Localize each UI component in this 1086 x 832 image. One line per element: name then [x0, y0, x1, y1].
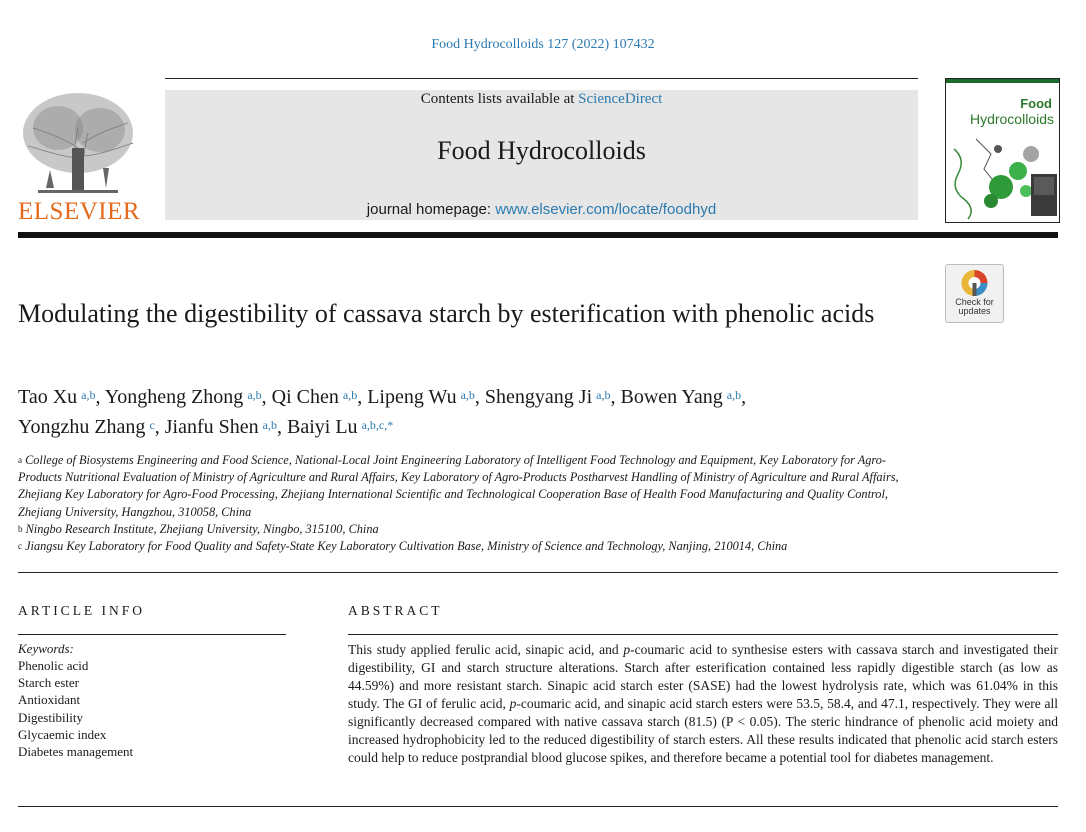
author-affiliation-mark[interactable]: a,b	[726, 388, 742, 402]
author-entry	[18, 386, 95, 408]
homepage-link[interactable]: www.elsevier.com/locate/foodhyd	[495, 201, 717, 218]
author-entry	[367, 386, 475, 408]
author-name[interactable]: Shengyang Ji	[484, 386, 593, 408]
affiliation-item	[18, 521, 918, 538]
journal-reference-link[interactable]: Food Hydrocolloids 127 (2022) 107432	[431, 37, 655, 52]
author-name[interactable]: Yongzhu Zhang	[18, 416, 146, 438]
author-name[interactable]: Baiyi Lu	[287, 416, 358, 438]
affiliation-mark: a	[18, 455, 22, 465]
author-affiliation-mark[interactable]: a,b	[247, 388, 262, 402]
author-entry	[165, 416, 277, 438]
article-title: Modulating the digestibility of cassava starch by esterification with phenolic acids	[18, 299, 875, 328]
affiliation-item	[18, 538, 918, 555]
journal-homepage	[165, 201, 918, 218]
abstract-text-1: This study applied ferulic acid, sinapic acid, and	[348, 642, 624, 657]
crossmark-icon	[946, 265, 1003, 299]
affiliation-text: Ningbo Research Institute, Zhejiang University, Ningbo, 315100, China	[25, 521, 379, 536]
abstract-text-3: -coumaric acid, and sinapic acid starch esters were 53.5, 58.4, and 47.1, respectively. They were all significantly decreased compared with native cassava starch (81.5) (P < 0.05). The steric hindrance of phenolic acid moiety and increased hydrophobicity led to the reduced digestibility of starch esters. All these results indicated that phenolic acid starch esters could help to reduce postprandial blood glucose spikes, and therefore became a potential tool for diabetes management.	[348, 696, 1058, 765]
keyword-item: Digestibility	[18, 709, 83, 725]
header-thick-rule	[18, 232, 1058, 238]
abstract-body	[348, 641, 1058, 767]
author-entry	[272, 386, 358, 408]
section-rule	[18, 572, 1058, 573]
abstract-italic-1: p	[623, 642, 631, 657]
journal-title: Food Hydrocolloids	[437, 136, 646, 165]
bottom-rule	[18, 806, 1058, 807]
homepage-prefix: journal homepage:	[366, 201, 496, 218]
check-for-updates-label: Check for updates	[955, 297, 994, 316]
author-affiliation-mark[interactable]: a,b	[342, 388, 358, 402]
author-entry	[18, 416, 155, 438]
author-entry	[485, 386, 611, 408]
author-name[interactable]: Qi Chen	[271, 386, 339, 408]
author-affiliation-mark[interactable]: a,b	[81, 388, 96, 402]
check-for-updates-button[interactable]	[945, 264, 1004, 323]
affiliation-text: College of Biosystems Engineering and Food Science, National-Local Joint Engineering Laboratory of Intelligent Food Technology and Equipment, Key Laboratory for Agro-Products Nutritional Evaluation of Ministry of Agriculture and Rural Affairs, Key Laboratory of Agro-Products Postharvest Handling of Ministry of Agriculture and Rural Affairs, Zhejiang Key Laboratory for Agro-Food Processing, Zhejiang International Scientific and Technological Cooperation Base of Health Food Manufacturing and Quality Control, Zhejiang University, Hangzhou, 310058, China	[18, 453, 899, 519]
author-name[interactable]: Lipeng Wu	[367, 386, 457, 408]
abstract-rule	[348, 634, 1058, 635]
keywords-label: Keywords:	[18, 641, 74, 656]
abstract-italic-2: p	[509, 696, 517, 711]
author-entry	[105, 386, 262, 408]
affiliation-mark: b	[18, 523, 23, 534]
abstract-text-2: -coumaric acid to synthesise esters with cassava starch and investigated their digestibility, GI and starch structure alterations. Starch after esterification contained less rapidly digestible starch (as low as 44.59%) and more resistant starch. Sinapic acid starch ester (SASE) had the lowest hydrolysis rate, which was 61.04% in this study. The GI of ferulic acid,	[348, 642, 1058, 711]
keyword-item: Diabetes management	[18, 744, 134, 760]
author-name[interactable]: Yongheng Zhong	[104, 386, 244, 408]
affiliation-text: Jiangsu Key Laboratory for Food Quality and Safety-State Key Laboratory Cultivation Base, Ministry of Science and Technology, Nanjing, 210014, China	[25, 539, 788, 554]
keyword-item: Glycaemic index	[18, 726, 107, 742]
elsevier-wordmark: ELSEVIER	[18, 198, 141, 225]
abstract-heading: ABSTRACT	[348, 603, 443, 618]
cover-molecule-illustration	[946, 79, 1059, 222]
keyword-item: Starch ester	[18, 675, 80, 691]
article-info-heading: ARTICLE INFO	[18, 603, 146, 618]
contents-availability	[165, 91, 918, 108]
author-entry	[287, 416, 393, 438]
keyword-item: Antioxidant	[18, 692, 81, 708]
author-name[interactable]: Bowen Yang	[620, 386, 723, 408]
journal-cover[interactable]	[945, 78, 1060, 223]
keyword-list	[18, 657, 133, 760]
author-entry	[620, 386, 741, 408]
author-list: Tao Xu $^{a,b}$, Yongheng Zhong $^{a,b}$, Qi Chen $^{a,b}$, Lipeng Wu $^{a,b}$, Shengyang Ji $^{a,b}$, Bowen Yang $^{a,b}$, Yongzhu Zhang $^c$, Jianfu Shen $^{a,b}$, Baiyi Lu $^{a,b,c,*}$	[18, 386, 747, 438]
author-affiliation-mark[interactable]: a,b,c,*	[361, 418, 394, 432]
author-affiliation-mark[interactable]: a,b	[262, 418, 277, 432]
author-name[interactable]: Jianfu Shen	[164, 416, 259, 438]
author-affiliation-mark[interactable]: a,b	[596, 388, 611, 402]
cover-title-line-2: Hydrocolloids	[969, 111, 1054, 127]
affiliations	[18, 452, 918, 555]
keyword-item: Phenolic acid	[18, 658, 89, 673]
contents-prefix: Contents lists available at	[420, 91, 579, 107]
affiliation-mark: c	[18, 541, 22, 552]
affiliation-item	[18, 452, 918, 521]
author-affiliation-mark[interactable]: c	[149, 418, 155, 432]
author-name[interactable]: Tao Xu	[18, 386, 78, 408]
sciencedirect-link[interactable]: ScienceDirect	[578, 91, 663, 107]
cover-title-line-1: Food	[1020, 96, 1052, 111]
author-affiliation-mark[interactable]: a,b	[460, 388, 475, 402]
top-rule	[165, 78, 918, 79]
article-info-rule	[18, 634, 286, 635]
